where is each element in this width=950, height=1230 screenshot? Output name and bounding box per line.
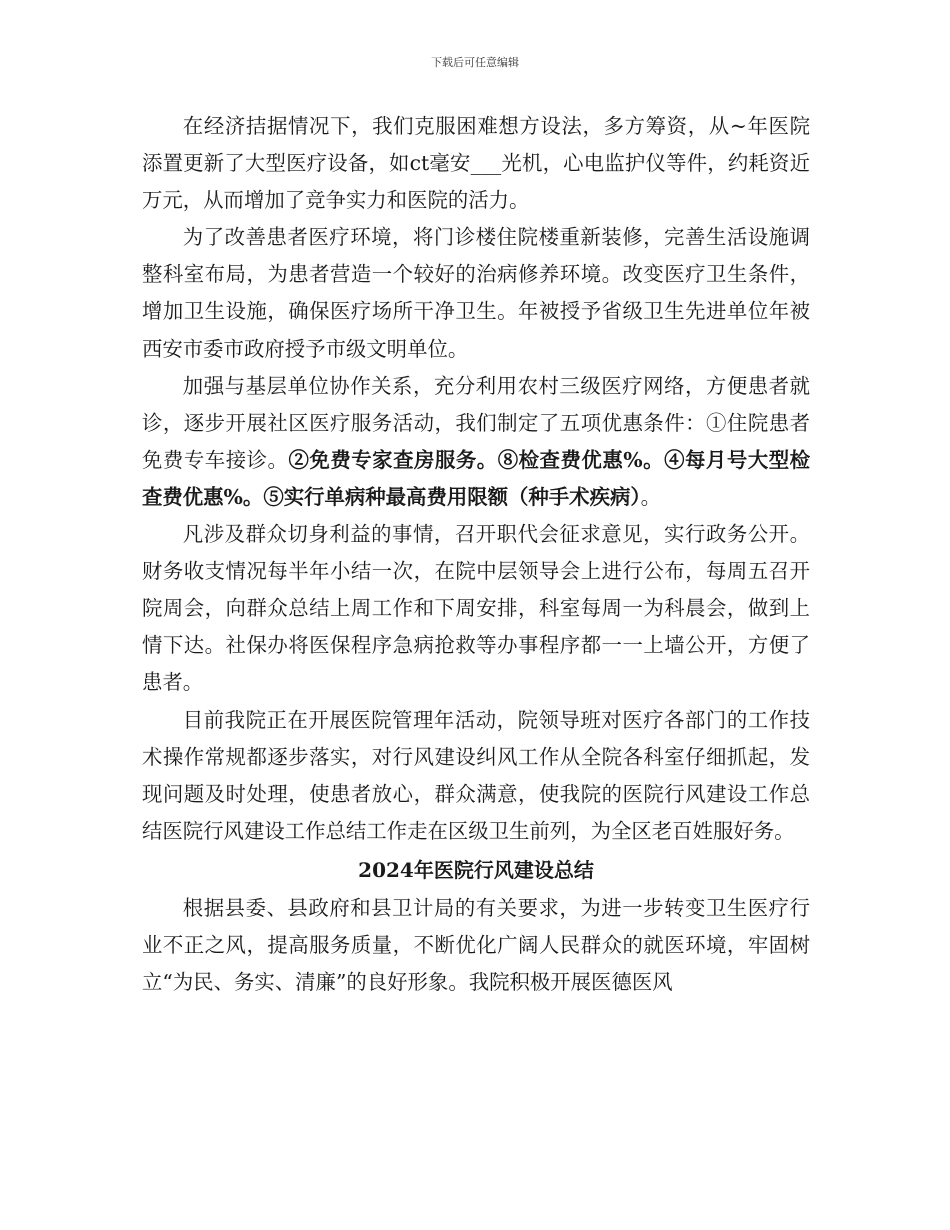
paragraph-transparency: 凡涉及群众切身利益的事情，召开职代会征求意见，实行政务公开。财务收支情况每半年小结一次，在院中层领导会上进行公布，每周五召开院周会，向群众总结上周工作和下周安排，科室每周一为科晨会，做到上情下达。社保办将医保程序急病抢救等办事程序都一一上墙公开，方便了患者。 — [142, 522, 810, 695]
paragraph-cooperation-bold: ②免费专家查房服务。⑧检查费优惠%。④每月号大型检查费优惠%。⑤实行单病种最高费用限额（种手术疾病） — [142, 447, 811, 509]
document-body — [142, 108, 810, 1001]
paragraph-cooperation-text: 加强与基层单位协作关系，充分利用农村三级医疗网络，方便患者就诊，逐步开展社区医疗服务活动，我们制定了五项优惠条件：①住院患者免费专车接诊。 — [142, 373, 810, 472]
section-title: 2024年医院行风建设总结 — [358, 857, 594, 882]
paragraph-cooperation-tail: 。 — [640, 484, 661, 509]
paragraph-cooperation — [142, 368, 810, 516]
paragraph-equipment: 在经济拮据情况下，我们克服困难想方设法，多方筹资，从~年医院添置更新了大型医疗设备，如ct毫安___光机，心电监护仪等件，约耗资近万元，从而增加了竞争实力和医院的活力。 — [142, 114, 810, 213]
paragraph-management: 目前我院正在开展医院管理年活动，院领导班对医疗各部门的工作技术操作常规都逐步落实，对行风建设纠风工作从全院各科室仔细抓起，发现问题及时处理，使患者放心，群众满意，使我院的医院行风建设工作总结医院行风建设工作总结工作走在区级卫生前列，为全区老百姓服好务。 — [142, 707, 810, 843]
page-header: 下载后可任意编辑 — [431, 56, 519, 69]
paragraph-intro: 根据县委、县政府和县卫计局的有关要求，为进一步转变卫生医疗行业不正之风，提高服务质量，不断优化广阔人民群众的就医环境，牢固树立“为民、务实、清廉”的良好形象。我院积极开展医德医风 — [142, 895, 810, 995]
paragraph-environment: 为了改善患者医疗环境，将门诊楼住院楼重新装修，完善生活设施调整科室布局，为患者营造一个较好的治病修养环境。改变医疗卫生条件，增加卫生设施，确保医疗场所干净卫生。年被授予省级卫生先进单位年被西安市委市政府授予市级文明单位。 — [142, 225, 810, 361]
